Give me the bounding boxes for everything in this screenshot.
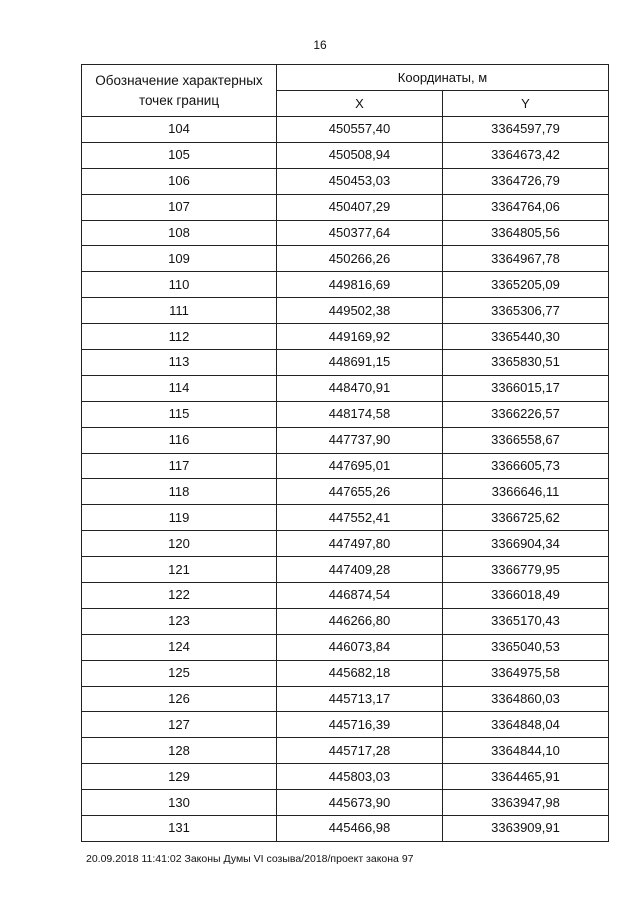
x-cell: 449169,92 bbox=[277, 324, 443, 350]
x-cell: 450557,40 bbox=[277, 117, 443, 143]
header-row bbox=[82, 65, 609, 91]
point-cell: 128 bbox=[82, 738, 277, 764]
table-row bbox=[82, 142, 609, 168]
x-cell: 445716,39 bbox=[277, 712, 443, 738]
x-cell: 445673,90 bbox=[277, 790, 443, 816]
x-cell: 445713,17 bbox=[277, 686, 443, 712]
table-row bbox=[82, 298, 609, 324]
x-cell: 450407,29 bbox=[277, 194, 443, 220]
point-cell: 109 bbox=[82, 246, 277, 272]
x-cell: 445803,03 bbox=[277, 764, 443, 790]
x-cell: 450377,64 bbox=[277, 220, 443, 246]
table-row bbox=[82, 324, 609, 350]
table-row bbox=[82, 427, 609, 453]
table-row bbox=[82, 194, 609, 220]
point-cell: 127 bbox=[82, 712, 277, 738]
x-cell: 445466,98 bbox=[277, 816, 443, 842]
point-cell: 111 bbox=[82, 298, 277, 324]
y-column-header: Y bbox=[443, 91, 609, 117]
table-row bbox=[82, 272, 609, 298]
table-row bbox=[82, 350, 609, 376]
table-row bbox=[82, 479, 609, 505]
x-cell: 446874,54 bbox=[277, 583, 443, 609]
x-cell: 448174,58 bbox=[277, 401, 443, 427]
point-cell: 112 bbox=[82, 324, 277, 350]
y-cell: 3365040,53 bbox=[443, 634, 609, 660]
y-cell: 3366725,62 bbox=[443, 505, 609, 531]
y-cell: 3363947,98 bbox=[443, 790, 609, 816]
y-cell: 3365306,77 bbox=[443, 298, 609, 324]
y-cell: 3366646,11 bbox=[443, 479, 609, 505]
table-row bbox=[82, 660, 609, 686]
point-column-header: Обозначение характерных точек границ bbox=[82, 65, 277, 117]
x-cell: 450508,94 bbox=[277, 142, 443, 168]
x-cell: 448691,15 bbox=[277, 350, 443, 376]
point-cell: 121 bbox=[82, 557, 277, 583]
x-cell: 449502,38 bbox=[277, 298, 443, 324]
point-cell: 113 bbox=[82, 350, 277, 376]
y-cell: 3363909,91 bbox=[443, 816, 609, 842]
point-cell: 125 bbox=[82, 660, 277, 686]
x-cell: 446073,84 bbox=[277, 634, 443, 660]
x-cell: 448470,91 bbox=[277, 375, 443, 401]
point-cell: 122 bbox=[82, 583, 277, 609]
x-cell: 447737,90 bbox=[277, 427, 443, 453]
table-row bbox=[82, 583, 609, 609]
y-cell: 3365205,09 bbox=[443, 272, 609, 298]
table-row bbox=[82, 608, 609, 634]
point-cell: 117 bbox=[82, 453, 277, 479]
y-cell: 3364726,79 bbox=[443, 168, 609, 194]
page-number: 16 bbox=[313, 38, 327, 52]
table-row bbox=[82, 816, 609, 842]
point-cell: 131 bbox=[82, 816, 277, 842]
y-cell: 3364860,03 bbox=[443, 686, 609, 712]
y-cell: 3366779,95 bbox=[443, 557, 609, 583]
point-cell: 126 bbox=[82, 686, 277, 712]
x-cell: 450266,26 bbox=[277, 246, 443, 272]
y-cell: 3366904,34 bbox=[443, 531, 609, 557]
x-cell: 447695,01 bbox=[277, 453, 443, 479]
table-row bbox=[82, 531, 609, 557]
y-cell: 3364764,06 bbox=[443, 194, 609, 220]
table-row bbox=[82, 401, 609, 427]
table-row bbox=[82, 764, 609, 790]
point-cell: 129 bbox=[82, 764, 277, 790]
table-row bbox=[82, 738, 609, 764]
x-cell: 450453,03 bbox=[277, 168, 443, 194]
table-row bbox=[82, 246, 609, 272]
table-row bbox=[82, 168, 609, 194]
footer-stamp: 20.09.2018 11:41:02 Законы Думы VI созыва/2018/проект закона 97 bbox=[86, 853, 414, 865]
x-cell: 449816,69 bbox=[277, 272, 443, 298]
y-cell: 3365440,30 bbox=[443, 324, 609, 350]
table-row bbox=[82, 375, 609, 401]
y-cell: 3364465,91 bbox=[443, 764, 609, 790]
point-cell: 118 bbox=[82, 479, 277, 505]
table-row bbox=[82, 790, 609, 816]
y-cell: 3366015,17 bbox=[443, 375, 609, 401]
point-cell: 123 bbox=[82, 608, 277, 634]
point-cell: 107 bbox=[82, 194, 277, 220]
y-cell: 3366558,67 bbox=[443, 427, 609, 453]
point-cell: 119 bbox=[82, 505, 277, 531]
x-cell: 447552,41 bbox=[277, 505, 443, 531]
table-row bbox=[82, 220, 609, 246]
x-cell: 447409,28 bbox=[277, 557, 443, 583]
point-cell: 115 bbox=[82, 401, 277, 427]
point-cell: 108 bbox=[82, 220, 277, 246]
table-row bbox=[82, 117, 609, 143]
y-cell: 3366226,57 bbox=[443, 401, 609, 427]
y-cell: 3366018,49 bbox=[443, 583, 609, 609]
x-cell: 445682,18 bbox=[277, 660, 443, 686]
table-row bbox=[82, 557, 609, 583]
point-cell: 110 bbox=[82, 272, 277, 298]
y-cell: 3364967,78 bbox=[443, 246, 609, 272]
table-row bbox=[82, 453, 609, 479]
coordinates-header: Координаты, м bbox=[277, 65, 609, 91]
point-cell: 104 bbox=[82, 117, 277, 143]
table-row bbox=[82, 686, 609, 712]
y-cell: 3364805,56 bbox=[443, 220, 609, 246]
x-cell: 447497,80 bbox=[277, 531, 443, 557]
x-column-header: X bbox=[277, 91, 443, 117]
point-cell: 124 bbox=[82, 634, 277, 660]
table-row bbox=[82, 505, 609, 531]
y-cell: 3364844,10 bbox=[443, 738, 609, 764]
x-cell: 446266,80 bbox=[277, 608, 443, 634]
y-cell: 3364673,42 bbox=[443, 142, 609, 168]
point-cell: 106 bbox=[82, 168, 277, 194]
y-cell: 3365170,43 bbox=[443, 608, 609, 634]
x-cell: 447655,26 bbox=[277, 479, 443, 505]
point-cell: 114 bbox=[82, 375, 277, 401]
y-cell: 3364848,04 bbox=[443, 712, 609, 738]
table-row bbox=[82, 634, 609, 660]
y-cell: 3364597,79 bbox=[443, 117, 609, 143]
point-cell: 130 bbox=[82, 790, 277, 816]
table-body bbox=[82, 117, 609, 842]
point-cell: 116 bbox=[82, 427, 277, 453]
point-cell: 120 bbox=[82, 531, 277, 557]
y-cell: 3366605,73 bbox=[443, 453, 609, 479]
coordinates-table bbox=[81, 64, 609, 842]
table-row bbox=[82, 712, 609, 738]
x-cell: 445717,28 bbox=[277, 738, 443, 764]
y-cell: 3364975,58 bbox=[443, 660, 609, 686]
point-cell: 105 bbox=[82, 142, 277, 168]
y-cell: 3365830,51 bbox=[443, 350, 609, 376]
